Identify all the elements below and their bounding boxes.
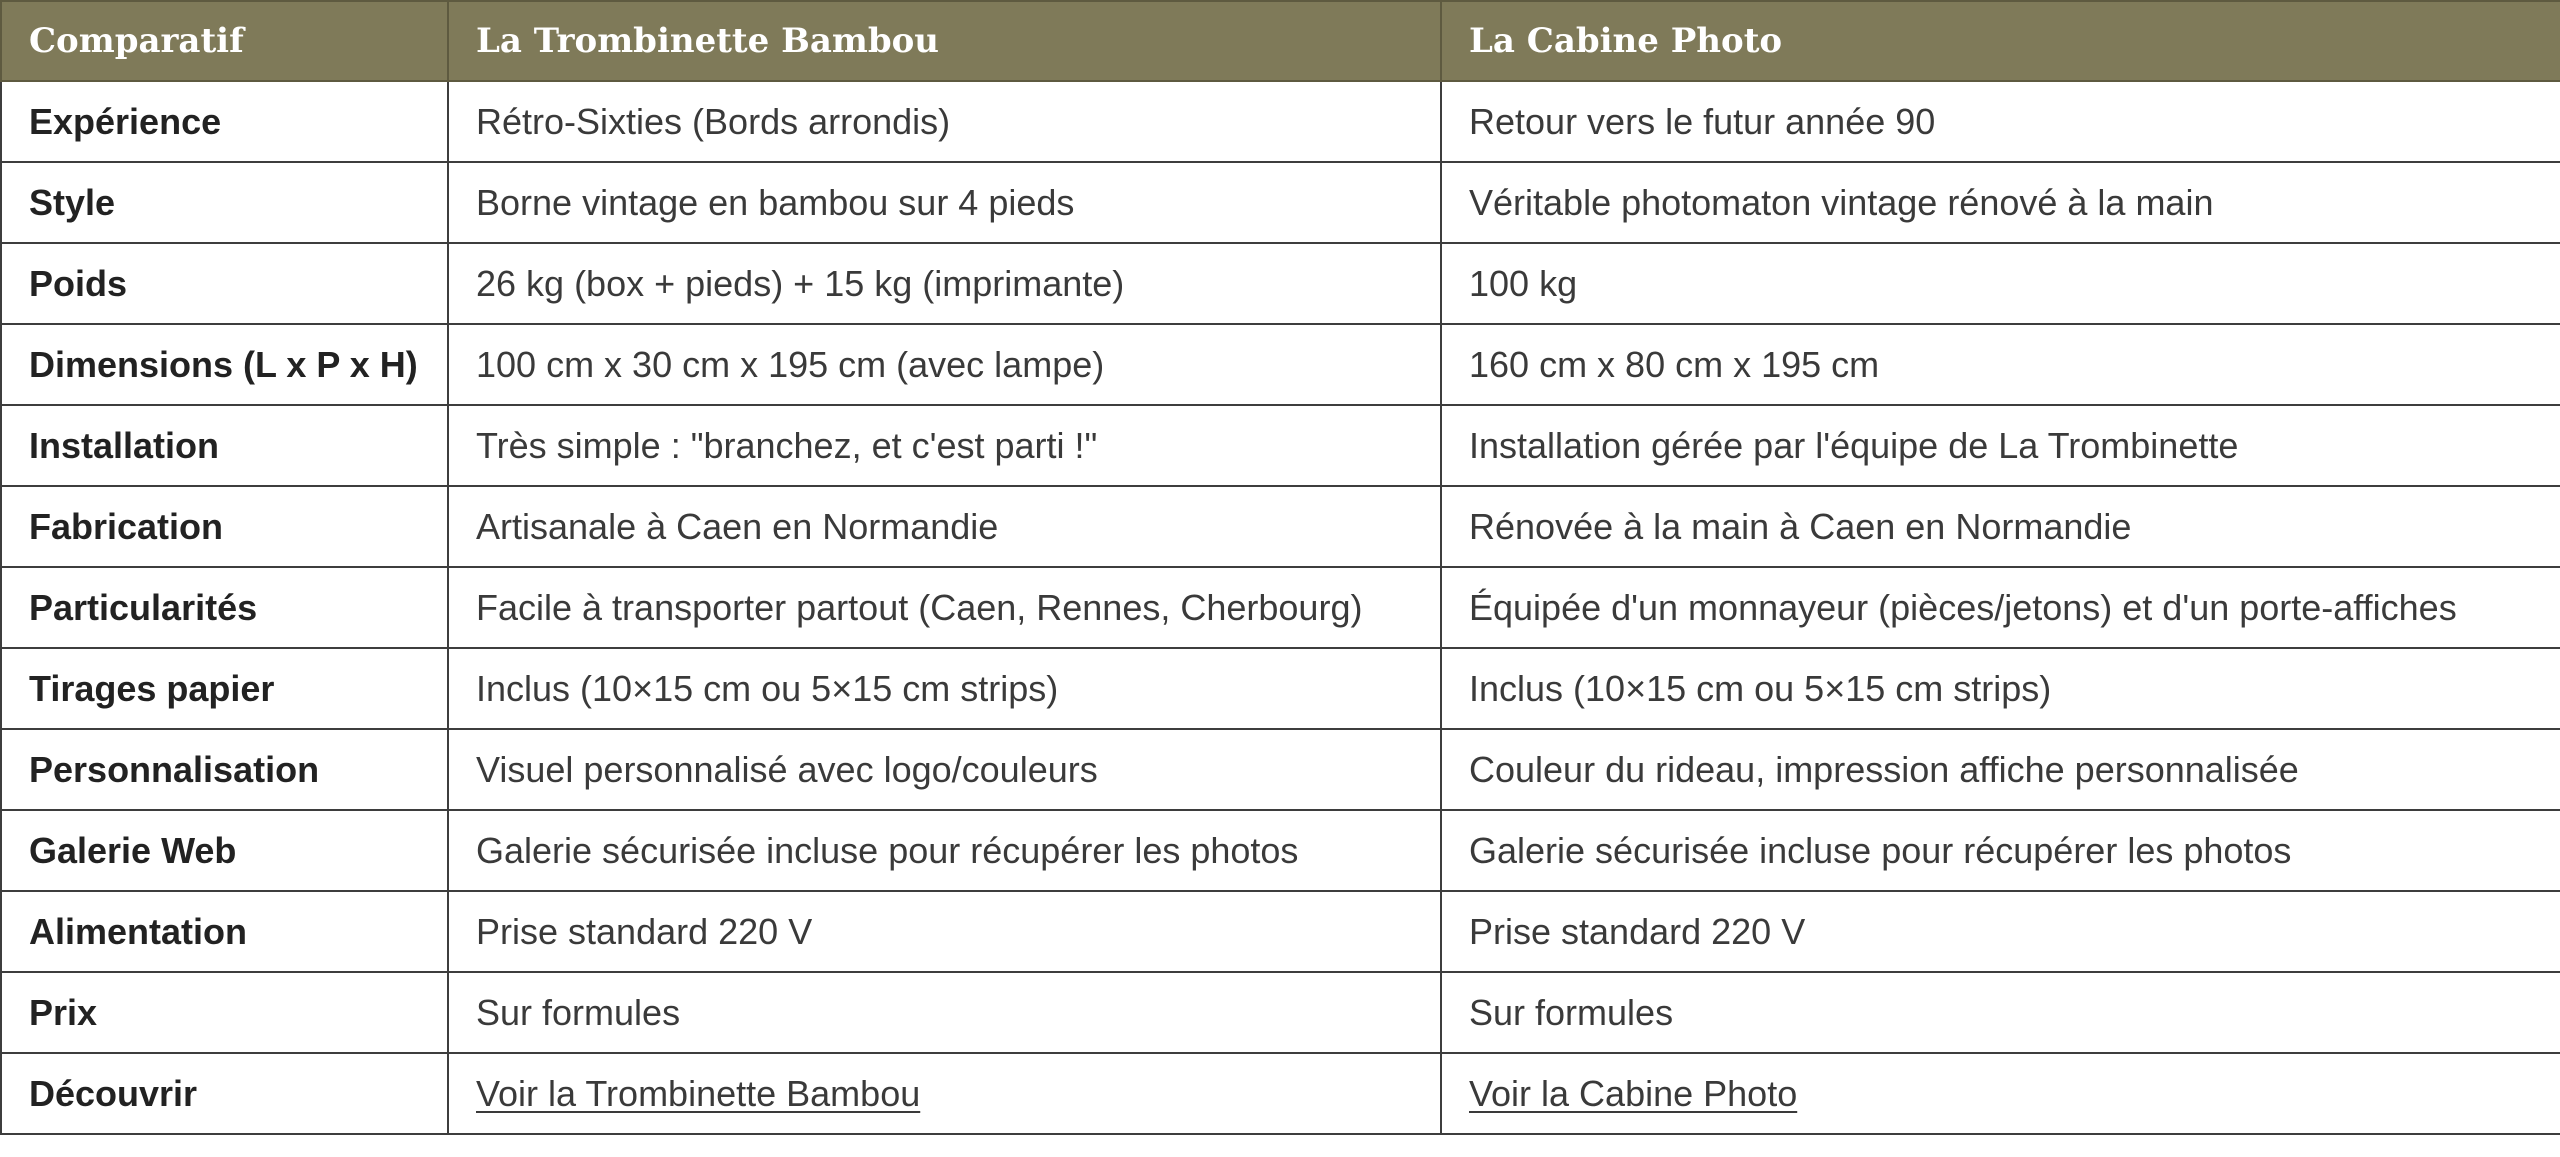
cell-trombinette: Prise standard 220 V	[448, 891, 1441, 972]
cell-trombinette: 100 cm x 30 cm x 195 cm (avec lampe)	[448, 324, 1441, 405]
row-tirages-papier	[1, 648, 2560, 729]
cell-trombinette: Sur formules	[448, 972, 1441, 1053]
cell-trombinette: 26 kg (box + pieds) + 15 kg (imprimante)	[448, 243, 1441, 324]
cell-cabine: Galerie sécurisée incluse pour récupérer les photos	[1441, 810, 2560, 891]
row-label: Fabrication	[1, 486, 448, 567]
row-poids	[1, 243, 2560, 324]
row-label: Style	[1, 162, 448, 243]
link-voir-cabine-photo[interactable]: Voir la Cabine Photo	[1469, 1072, 1798, 1114]
table-header	[1, 1, 2560, 81]
row-label: Alimentation	[1, 891, 448, 972]
cell-trombinette	[448, 1053, 1441, 1134]
cell-cabine: Couleur du rideau, impression affiche personnalisée	[1441, 729, 2560, 810]
row-alimentation	[1, 891, 2560, 972]
header-cabine-photo: La Cabine Photo	[1441, 1, 2560, 81]
cell-trombinette: Galerie sécurisée incluse pour récupérer les photos	[448, 810, 1441, 891]
cell-trombinette: Facile à transporter partout (Caen, Rennes, Cherbourg)	[448, 567, 1441, 648]
header-trombinette-bambou: La Trombinette Bambou	[448, 1, 1441, 81]
cell-trombinette: Visuel personnalisé avec logo/couleurs	[448, 729, 1441, 810]
row-label: Expérience	[1, 81, 448, 162]
row-decouvrir	[1, 1053, 2560, 1134]
row-style	[1, 162, 2560, 243]
cell-cabine: Équipée d'un monnayeur (pièces/jetons) et d'un porte-affiches	[1441, 567, 2560, 648]
cell-trombinette: Artisanale à Caen en Normandie	[448, 486, 1441, 567]
row-installation	[1, 405, 2560, 486]
header-row	[1, 1, 2560, 81]
row-label: Poids	[1, 243, 448, 324]
row-label: Personnalisation	[1, 729, 448, 810]
row-experience	[1, 81, 2560, 162]
cell-cabine: Véritable photomaton vintage rénové à la main	[1441, 162, 2560, 243]
row-label: Particularités	[1, 567, 448, 648]
row-dimensions	[1, 324, 2560, 405]
link-voir-trombinette-bambou[interactable]: Voir la Trombinette Bambou	[476, 1072, 921, 1114]
cell-cabine: 100 kg	[1441, 243, 2560, 324]
cell-cabine: Sur formules	[1441, 972, 2560, 1053]
row-label: Dimensions (L x P x H)	[1, 324, 448, 405]
cell-cabine: Rénovée à la main à Caen en Normandie	[1441, 486, 2560, 567]
cell-trombinette: Inclus (10×15 cm ou 5×15 cm strips)	[448, 648, 1441, 729]
table-body	[1, 81, 2560, 1134]
row-galerie-web	[1, 810, 2560, 891]
row-label: Découvrir	[1, 1053, 448, 1134]
row-label: Prix	[1, 972, 448, 1053]
cell-cabine: Retour vers le futur année 90	[1441, 81, 2560, 162]
row-label: Galerie Web	[1, 810, 448, 891]
row-prix	[1, 972, 2560, 1053]
row-personnalisation	[1, 729, 2560, 810]
row-label: Installation	[1, 405, 448, 486]
cell-trombinette: Très simple : "branchez, et c'est parti !"	[448, 405, 1441, 486]
row-label: Tirages papier	[1, 648, 448, 729]
cell-cabine	[1441, 1053, 2560, 1134]
cell-trombinette: Borne vintage en bambou sur 4 pieds	[448, 162, 1441, 243]
cell-cabine: 160 cm x 80 cm x 195 cm	[1441, 324, 2560, 405]
row-particularites	[1, 567, 2560, 648]
cell-cabine: Prise standard 220 V	[1441, 891, 2560, 972]
cell-cabine: Inclus (10×15 cm ou 5×15 cm strips)	[1441, 648, 2560, 729]
header-comparatif: Comparatif	[1, 1, 448, 81]
row-fabrication	[1, 486, 2560, 567]
cell-trombinette: Rétro-Sixties (Bords arrondis)	[448, 81, 1441, 162]
cell-cabine: Installation gérée par l'équipe de La Trombinette	[1441, 405, 2560, 486]
